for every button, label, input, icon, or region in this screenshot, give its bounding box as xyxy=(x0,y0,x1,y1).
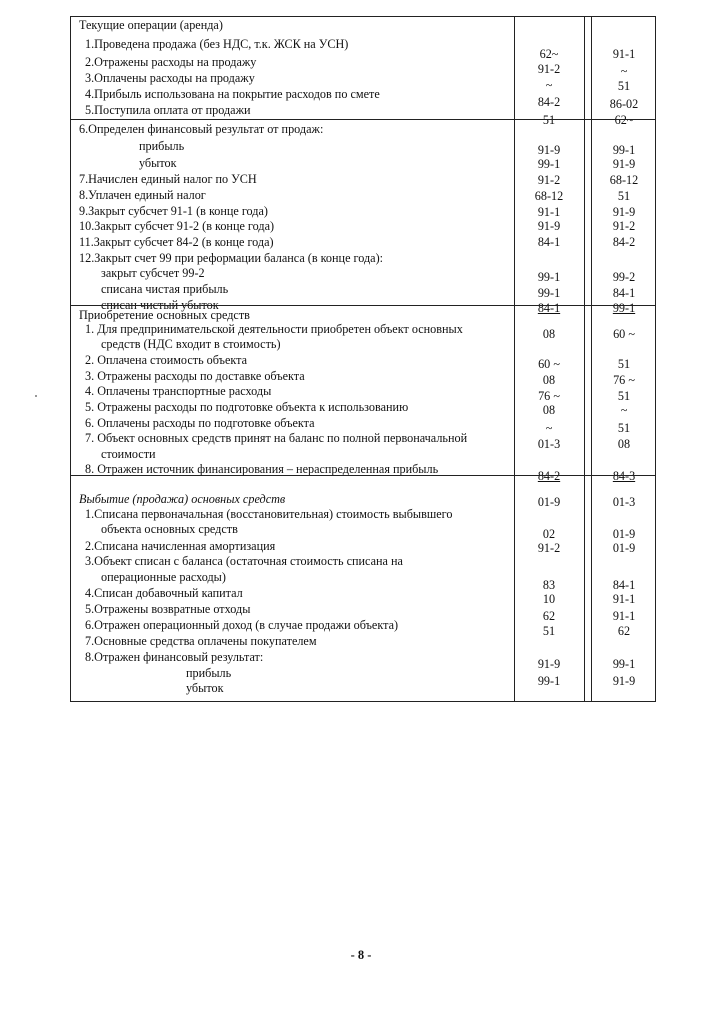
entry-description: 3. Отражены расходы по доставке объекта xyxy=(85,369,305,383)
entry-description: 4.Прибыль использована на покрытие расходов по смете xyxy=(85,87,380,101)
debit-account: 99-1 xyxy=(537,674,561,688)
entry-description: 8.Уплачен единый налог xyxy=(79,188,206,202)
credit-account: 99-1 xyxy=(612,301,636,315)
entry-description: 2.Отражены расходы на продажу xyxy=(85,55,257,69)
credit-account: ~ xyxy=(620,64,628,78)
scan-speck xyxy=(35,395,37,397)
credit-account: 84-1 xyxy=(612,286,636,300)
debit-account: 99-1 xyxy=(537,270,561,284)
debit-account: 76 ~ xyxy=(538,389,560,403)
debit-account: ~ xyxy=(545,78,553,92)
entry-description: операционные расходы) xyxy=(101,570,226,584)
credit-account: 91-2 xyxy=(612,219,636,233)
entry-description: 2.Списана начисленная амортизация xyxy=(85,539,276,553)
credit-account: ~ xyxy=(620,403,628,417)
accounting-entries-table xyxy=(70,16,656,702)
page-number: - 8 - xyxy=(350,948,372,962)
entry-description: 11.Закрыт субсчет 84-2 (в конце года) xyxy=(79,235,274,249)
credit-account: 91-9 xyxy=(612,157,636,171)
debit-account: 08 xyxy=(542,327,556,341)
entry-description: Выбытие (продажа) основных средств xyxy=(79,492,286,506)
credit-account: 99-1 xyxy=(612,657,636,671)
debit-account: 91-2 xyxy=(537,541,561,555)
entry-description: 3.Объект списан с баланса (остаточная стоимость списана на xyxy=(85,554,403,568)
debit-account: 91-2 xyxy=(537,173,561,187)
credit-account: 86-02 xyxy=(609,97,639,111)
credit-account: 62 xyxy=(617,624,631,638)
entry-description: 6.Отражен операционный доход (в случае продажи объекта) xyxy=(85,618,399,632)
entry-description: 7. Объект основных средств принят на баланс по полной первоначальной xyxy=(85,431,468,445)
entry-description: 2. Оплачена стоимость объекта xyxy=(85,353,248,367)
credit-account: 91-9 xyxy=(612,205,636,219)
debit-account: 10 xyxy=(542,592,556,606)
entry-description: Приобретение основных средств xyxy=(79,308,250,322)
entry-description: прибыль xyxy=(139,139,185,153)
entry-description: списан чистый убыток xyxy=(101,298,219,312)
entry-description: 1.Проведена продажа (без НДС, т.к. ЖСК на УСН) xyxy=(85,37,349,51)
entry-description: 3.Оплачены расходы на продажу xyxy=(85,71,255,85)
credit-account: 91-1 xyxy=(612,47,636,61)
credit-account: 68-12 xyxy=(609,173,639,187)
entry-description: 1. Для предпринимательской деятельности приобретен объект основных xyxy=(85,322,463,336)
entry-description: 8. Отражен источник финансирования – нераспределенная прибыль xyxy=(85,462,439,476)
entry-description: 1.Списана первоначальная (восстановительная) стоимость выбывшего xyxy=(85,507,453,521)
entry-description: 5.Отражены возвратные отходы xyxy=(85,602,251,616)
debit-account: 51 xyxy=(542,113,556,127)
credit-account: 76 ~ xyxy=(613,373,635,387)
entry-description: списана чистая прибыль xyxy=(101,282,229,296)
entry-description: 4.Списан добавочный капитал xyxy=(85,586,243,600)
debit-account: 91-9 xyxy=(537,657,561,671)
entry-description: 6.Определен финансовый результат от продаж: xyxy=(79,122,324,136)
entry-description: стоимости xyxy=(101,447,156,461)
entry-description: 7.Основные средства оплачены покупателем xyxy=(85,634,317,648)
debit-account: 01-9 xyxy=(537,495,561,509)
debit-account: 62 xyxy=(542,609,556,623)
entry-description: убыток xyxy=(139,156,177,170)
credit-account: 01-3 xyxy=(612,495,636,509)
credit-account: 84-1 xyxy=(612,578,636,592)
credit-account: 91-1 xyxy=(612,609,636,623)
debit-account: 02 xyxy=(542,527,556,541)
debit-account: 60 ~ xyxy=(538,357,560,371)
credit-account: 91-9 xyxy=(612,674,636,688)
entry-description: объекта основных средств xyxy=(101,522,238,536)
debit-account: 84-1 xyxy=(537,301,561,315)
debit-account: 91-1 xyxy=(537,205,561,219)
entry-description: 4. Оплачены транспортные расходы xyxy=(85,384,272,398)
section-divider xyxy=(71,305,655,306)
debit-account: 62~ xyxy=(539,47,559,61)
credit-account: 51 xyxy=(617,421,631,435)
debit-account: 83 xyxy=(542,578,556,592)
entry-description: закрыт субсчет 99-2 xyxy=(101,266,205,280)
debit-account: 91-2 xyxy=(537,62,561,76)
entry-description: средств (НДС входит в стоимость) xyxy=(101,337,281,351)
debit-account: 91-9 xyxy=(537,143,561,157)
entry-description: 10.Закрыт субсчет 91-2 (в конце года) xyxy=(79,219,275,233)
credit-account: 60 ~ xyxy=(613,327,635,341)
debit-account: 51 xyxy=(542,624,556,638)
entry-description: 9.Закрыт субсчет 91-1 (в конце года) xyxy=(79,204,268,218)
debit-account: 91-9 xyxy=(537,219,561,233)
debit-account: 01-3 xyxy=(537,437,561,451)
entry-description: 5.Поступила оплата от продажи xyxy=(85,103,251,117)
credit-account: 62~ xyxy=(614,113,634,127)
debit-account: 99-1 xyxy=(537,286,561,300)
entry-description: убыток xyxy=(186,681,224,695)
section-divider xyxy=(71,475,655,476)
debit-account: 08 xyxy=(542,403,556,417)
debit-account: 68-12 xyxy=(534,189,564,203)
credit-account: 84-2 xyxy=(612,235,636,249)
debit-account: 84-2 xyxy=(537,469,561,483)
entry-description: Текущие операции (аренда) xyxy=(79,18,223,32)
entry-description: 6. Оплачены расходы по подготовке объекта xyxy=(85,416,315,430)
credit-account: 51 xyxy=(617,189,631,203)
section-divider xyxy=(71,119,655,120)
entry-description: 12.Закрыт счет 99 при реформации баланса (в конце года): xyxy=(79,251,384,265)
debit-account: 99-1 xyxy=(537,157,561,171)
debit-account: ~ xyxy=(545,421,553,435)
credit-account: 51 xyxy=(617,357,631,371)
credit-account: 51 xyxy=(617,389,631,403)
credit-account: 08 xyxy=(617,437,631,451)
debit-account: 84-1 xyxy=(537,235,561,249)
entry-description: прибыль xyxy=(186,666,232,680)
credit-account: 01-9 xyxy=(612,527,636,541)
credit-account: 99-2 xyxy=(612,270,636,284)
debit-account: 84-2 xyxy=(537,95,561,109)
entry-description: 5. Отражены расходы по подготовке объекта к использованию xyxy=(85,400,409,414)
credit-account: 91-1 xyxy=(612,592,636,606)
credit-account: 99-1 xyxy=(612,143,636,157)
credit-account: 01-9 xyxy=(612,541,636,555)
debit-account: 08 xyxy=(542,373,556,387)
entry-description: 8.Отражен финансовый результат: xyxy=(85,650,264,664)
entry-description: 7.Начислен единый налог по УСН xyxy=(79,172,257,186)
credit-account: 84-3 xyxy=(612,469,636,483)
credit-account: 51 xyxy=(617,79,631,93)
